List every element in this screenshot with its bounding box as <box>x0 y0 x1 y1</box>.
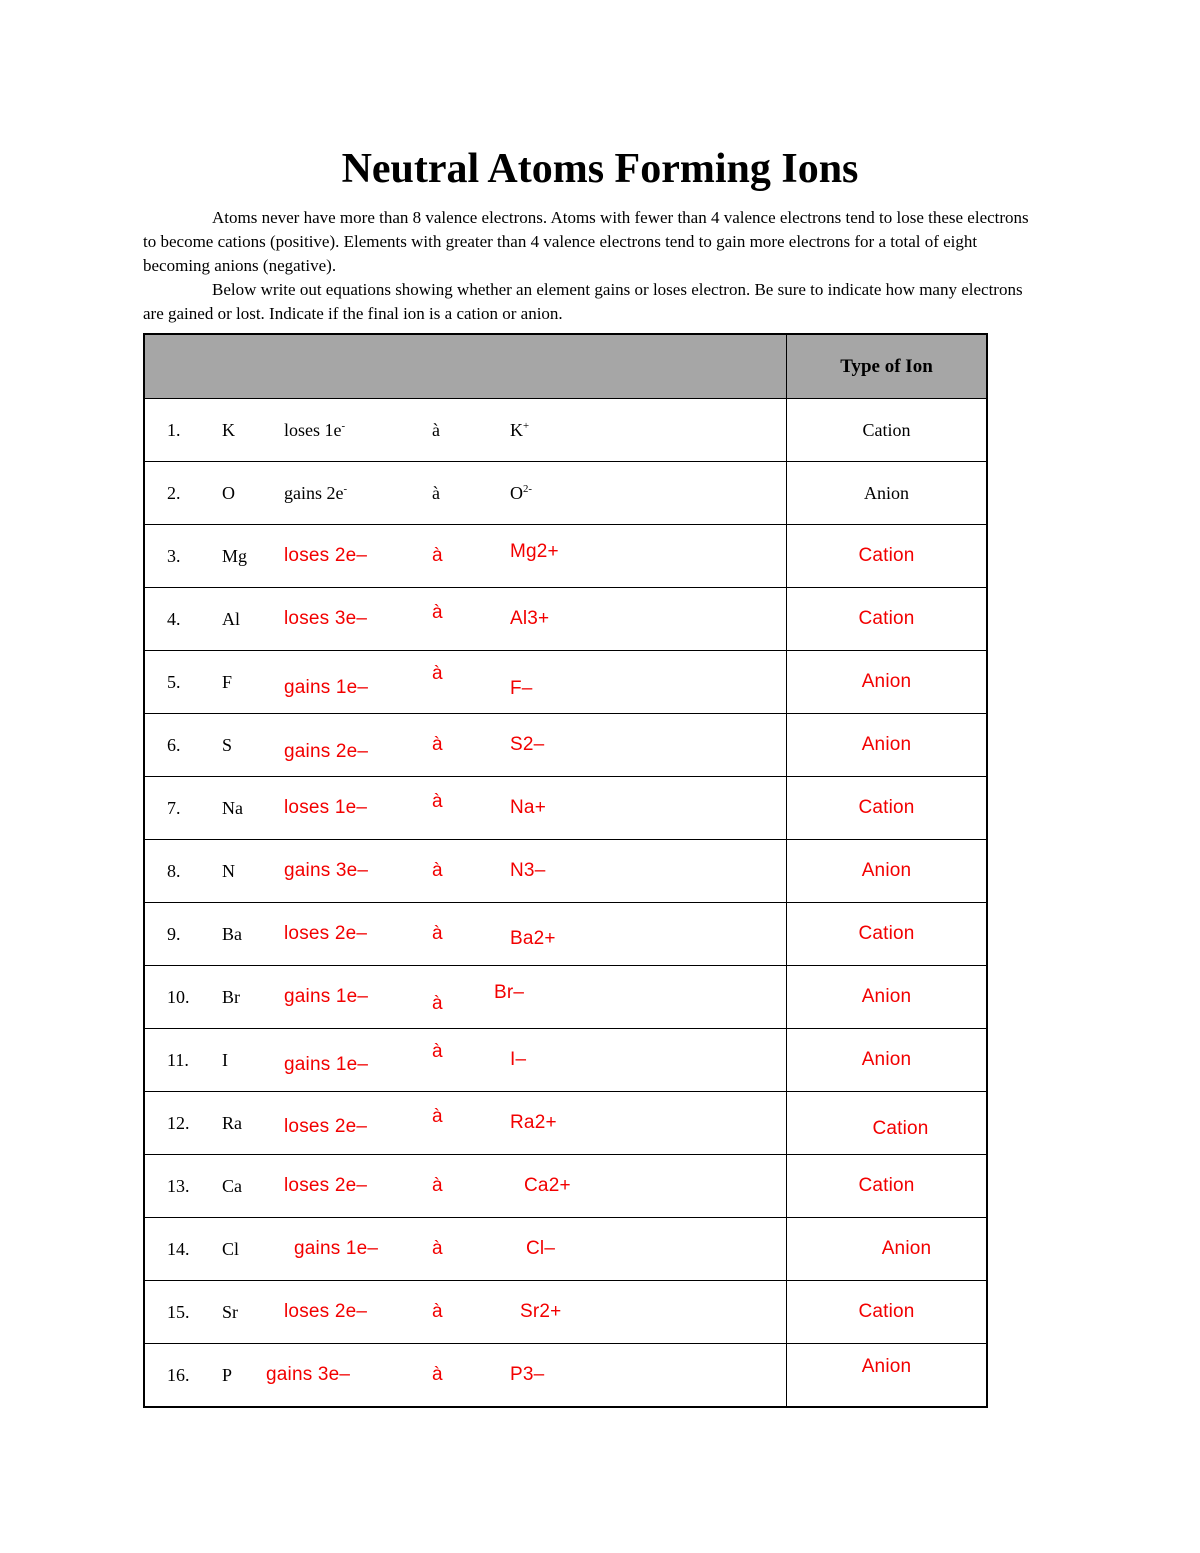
table-header-row <box>145 335 986 398</box>
action-label: loses 1e <box>284 419 342 440</box>
type-of-ion-header: Type of Ion <box>840 355 933 377</box>
row-number: 2. <box>167 482 181 503</box>
row-number: 12. <box>167 1112 190 1133</box>
action-text: loses 1e– <box>284 797 368 818</box>
ion-result: Na+ <box>510 797 546 818</box>
arrow-glyph: à <box>432 734 443 755</box>
ion-type: Anion <box>881 1238 932 1259</box>
action-text: loses 3e– <box>284 608 368 629</box>
table-row <box>145 839 986 902</box>
action-label: gains 2e <box>284 482 344 503</box>
equation-cell <box>145 840 787 902</box>
arrow-glyph: à <box>432 1301 443 1322</box>
arrow-glyph: à <box>432 993 443 1014</box>
intro-text <box>143 206 1040 326</box>
ion-type: Anion <box>861 734 912 755</box>
table-row <box>145 587 986 650</box>
arrow-glyph: à <box>432 860 443 881</box>
row-number: 5. <box>167 671 181 692</box>
action-text: gains 3e– <box>266 1364 351 1385</box>
row-number: 16. <box>167 1364 190 1385</box>
element-symbol: K <box>222 419 235 440</box>
table-row <box>145 398 986 461</box>
equation-cell <box>145 1344 787 1406</box>
table-row <box>145 902 986 965</box>
ion-type: Cation <box>858 608 915 629</box>
equation-cell <box>145 1218 787 1280</box>
equation-cell <box>145 1281 787 1343</box>
action-text: gains 2e– <box>284 741 369 762</box>
page-title: Neutral Atoms Forming Ions <box>341 146 859 192</box>
row-number: 4. <box>167 608 181 629</box>
ion-type: Cation <box>858 545 915 566</box>
arrow-glyph: à <box>432 1041 443 1062</box>
action-text: gains 3e– <box>284 860 369 881</box>
row-number: 6. <box>167 734 181 755</box>
action-text <box>284 483 432 504</box>
action-text: loses 2e– <box>284 545 368 566</box>
table-row <box>145 524 986 587</box>
ion-type: Anion <box>864 482 909 503</box>
arrow-glyph: à <box>432 1106 443 1127</box>
ion-type: Anion <box>861 671 912 692</box>
equation-cell <box>145 777 787 839</box>
equation-cell <box>145 966 787 1028</box>
element-symbol: I <box>222 1049 228 1070</box>
table-row <box>145 713 986 776</box>
ion-result: Ra2+ <box>510 1112 557 1133</box>
row-number: 15. <box>167 1301 190 1322</box>
ion-type: Anion <box>861 1049 912 1070</box>
element-symbol: Mg <box>222 545 248 566</box>
element-symbol: O <box>222 482 235 503</box>
ion-type: Cation <box>858 797 915 818</box>
ion-result: F– <box>510 678 533 699</box>
ion-superscript: + <box>523 419 530 432</box>
table-row <box>145 650 986 713</box>
action-text: loses 2e– <box>284 923 368 944</box>
ion-result: Cl– <box>526 1238 556 1259</box>
equation-cell <box>145 651 787 713</box>
element-symbol: Sr <box>222 1301 239 1322</box>
table-row <box>145 1280 986 1343</box>
table-row <box>145 461 986 524</box>
equation-cell <box>145 903 787 965</box>
element-symbol: P <box>222 1364 233 1385</box>
table-row <box>145 1343 986 1406</box>
ion-result: Ba2+ <box>510 928 556 949</box>
arrow-glyph: à <box>432 1364 443 1385</box>
table-row <box>145 1154 986 1217</box>
arrow-glyph: à <box>432 663 443 684</box>
element-symbol: F <box>222 671 233 692</box>
element-symbol: Ba <box>222 923 242 944</box>
row-number: 13. <box>167 1175 190 1196</box>
action-text: loses 2e– <box>284 1116 368 1137</box>
action-text: gains 1e– <box>284 677 369 698</box>
arrow-glyph: à <box>432 1238 443 1259</box>
row-number: 9. <box>167 923 181 944</box>
table-row <box>145 965 986 1028</box>
table-row <box>145 776 986 839</box>
action-text: loses 2e– <box>284 1301 368 1322</box>
ion-result: S2– <box>510 734 545 755</box>
action-text: gains 1e– <box>294 1238 379 1259</box>
ion-result: P3– <box>510 1364 545 1385</box>
arrow-glyph: à <box>432 923 443 944</box>
ion-type: Cation <box>858 923 915 944</box>
header-equation-cell <box>145 335 787 398</box>
ion-result: Al3+ <box>510 608 550 629</box>
ion-result: Br– <box>494 982 525 1003</box>
ion-superscript: 2- <box>523 482 532 495</box>
row-number: 14. <box>167 1238 190 1259</box>
arrow-glyph: à <box>432 482 440 503</box>
action-text: loses 2e– <box>284 1175 368 1196</box>
element-symbol: Ca <box>222 1175 242 1196</box>
arrow-glyph: à <box>432 791 443 812</box>
arrow-glyph: à <box>432 545 443 566</box>
element-symbol: Br <box>222 986 240 1007</box>
element-symbol: Cl <box>222 1238 240 1259</box>
ion-label: O <box>510 482 523 503</box>
ion-result: Sr2+ <box>520 1301 562 1322</box>
element-symbol: Na <box>222 797 243 818</box>
intro-paragraph-2: Below write out equations showing whether an element gains or loses electron. Be sure to indicate how many electrons are gained or lost. Indicate if the final ion is a cation or anion. <box>143 280 1023 323</box>
equation-cell <box>145 1092 787 1154</box>
ion-type: Cation <box>872 1118 929 1139</box>
element-symbol: N <box>222 860 235 881</box>
action-text: gains 1e– <box>284 1054 369 1075</box>
row-number: 3. <box>167 545 181 566</box>
arrow-glyph: à <box>432 602 443 623</box>
equation-cell <box>145 1155 787 1217</box>
element-symbol: Ra <box>222 1112 242 1133</box>
equation-cell <box>145 462 787 524</box>
element-symbol: S <box>222 734 233 755</box>
ion-result <box>510 483 786 504</box>
ion-type: Cation <box>858 1301 915 1322</box>
arrow-glyph: à <box>432 419 440 440</box>
row-number: 1. <box>167 419 181 440</box>
row-number: 8. <box>167 860 181 881</box>
equation-cell <box>145 399 787 461</box>
equation-cell <box>145 714 787 776</box>
equation-cell <box>145 525 787 587</box>
table-row <box>145 1028 986 1091</box>
ion-result: Ca2+ <box>524 1175 571 1196</box>
ion-result: I– <box>510 1049 527 1070</box>
ions-table <box>143 333 988 1408</box>
action-text <box>284 420 432 441</box>
action-text: gains 1e– <box>284 986 369 1007</box>
row-number: 10. <box>167 986 190 1007</box>
action-superscript: - <box>343 482 348 495</box>
table-row <box>145 1091 986 1154</box>
ion-result <box>510 420 786 441</box>
table-row <box>145 1217 986 1280</box>
ion-type: Anion <box>861 860 912 881</box>
element-symbol: Al <box>222 608 240 629</box>
equation-cell <box>145 1029 787 1091</box>
arrow-glyph: à <box>432 1175 443 1196</box>
equation-cell <box>145 588 787 650</box>
row-number: 11. <box>167 1049 189 1070</box>
ion-label: K <box>510 419 523 440</box>
action-superscript: - <box>341 419 346 432</box>
ion-result: Mg2+ <box>510 541 559 562</box>
intro-paragraph-1: Atoms never have more than 8 valence electrons. Atoms with fewer than 4 valence electrons tend to lose these electrons to become cations (positive). Elements with greater than 4 valence electrons tend to gain more electrons for a total of eight becoming anions (negative). <box>143 208 1029 275</box>
ion-type: Cation <box>858 1175 915 1196</box>
row-number: 7. <box>167 797 181 818</box>
ion-type: Cation <box>862 419 911 440</box>
ion-type: Anion <box>861 1356 912 1377</box>
ion-type: Anion <box>861 986 912 1007</box>
ion-result: N3– <box>510 860 546 881</box>
